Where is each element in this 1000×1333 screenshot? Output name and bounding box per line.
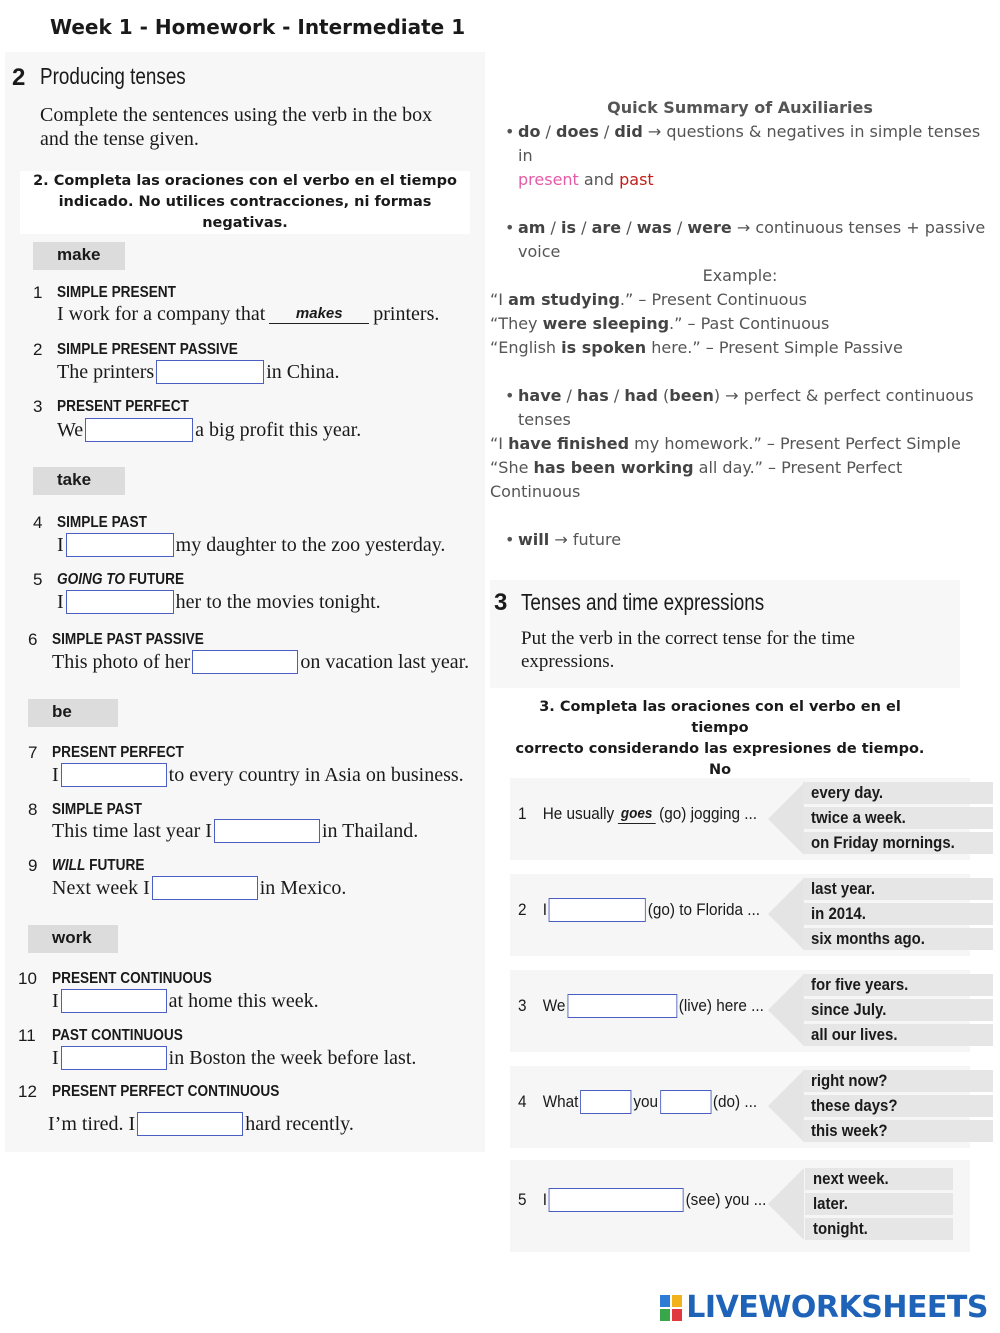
sentence-start: I (57, 533, 64, 556)
time-expressions (803, 878, 993, 953)
exercise-sentence (52, 650, 469, 674)
sentence-end: in Mexico. (259, 876, 347, 899)
example-sentence: “She has been working all day.” – Present Perfect Continuous (490, 458, 903, 501)
summary-bullet-do: • do / does / did → questions & negatives in simple tenses in present and past (490, 120, 990, 192)
tense-label: SIMPLE PAST (52, 801, 142, 818)
tense-label: WILL FUTURE (52, 857, 145, 874)
time-expression: in 2014. (803, 903, 993, 925)
answer-input[interactable] (214, 819, 320, 843)
exercise-sentence (52, 763, 464, 787)
answer-input[interactable] (549, 1188, 684, 1212)
sentence-end: a big profit this year. (195, 418, 362, 441)
verb-box-work: work (28, 925, 118, 953)
time-expression: right now? (803, 1070, 993, 1092)
sentence-end: (see) you ... (685, 1190, 767, 1209)
sentence-start: I’m tired. I (48, 1112, 136, 1135)
section-2-instruction-2: and the tense given. (40, 128, 199, 150)
item-number: 3 (518, 996, 527, 1015)
sentence-end: in Thailand. (321, 819, 419, 842)
example-answer: makes (269, 305, 369, 324)
sentence-end: (go) jogging ... (659, 804, 757, 823)
item-number: 11 (18, 1026, 36, 1045)
item-number: 4 (33, 513, 43, 532)
exercise-sentence (57, 590, 381, 614)
time-expressions (803, 974, 993, 1049)
answer-input[interactable] (580, 1090, 631, 1114)
sentence-end: on vacation last year. (300, 650, 470, 673)
tense-label: SIMPLE PRESENT (57, 284, 176, 301)
brand-name: LIVEWORKSHEETS (686, 1290, 988, 1325)
answer-input[interactable] (61, 763, 167, 787)
item-number: 5 (33, 570, 43, 589)
item-number: 9 (28, 856, 38, 875)
answer-input[interactable] (152, 876, 258, 900)
time-expression: later. (805, 1193, 953, 1215)
sentence-end: in Boston the week before last. (168, 1046, 417, 1069)
example-label: Example: (702, 266, 778, 285)
section-3-instruction-2: expressions. (521, 651, 615, 672)
tense-label: PRESENT CONTINUOUS (52, 970, 212, 987)
answer-input[interactable] (660, 1090, 711, 1114)
item-number: 4 (518, 1092, 527, 1111)
liveworksheets-icon (660, 1295, 682, 1321)
item-number: 2 (33, 340, 43, 359)
section-2-title: Producing tenses (40, 63, 186, 89)
exercise-sentence (518, 1188, 766, 1212)
sentence-end: hard recently. (245, 1112, 354, 1135)
exercise-sentence (52, 819, 418, 843)
arrow-pointer (768, 878, 804, 950)
sentence-start: I (52, 989, 59, 1012)
sentence-start: He usually (542, 804, 615, 823)
time-expression: next week. (805, 1168, 953, 1190)
sentence-start: I work for a company that (57, 303, 266, 325)
verb-box-be: be (28, 699, 118, 727)
sentence-start: We (542, 996, 566, 1015)
tense-label: SIMPLE PRESENT PASSIVE (57, 341, 238, 358)
section-2-number: 2 (12, 64, 26, 91)
sentence-start: This time last year I (52, 819, 212, 842)
section-3-number: 3 (494, 589, 508, 616)
time-expression: this week? (803, 1120, 993, 1142)
sentence-start: I (542, 900, 547, 919)
item-number: 7 (28, 743, 38, 762)
section-3-spanish-instruction: 3. Completa las oraciones con el verbo en el tiempo correcto considerando las expresiones de tiempo. No (515, 699, 925, 778)
answer-input[interactable] (61, 989, 167, 1013)
example-sentence: “I have finished my homework.” – Present Perfect Simple (490, 434, 961, 453)
time-expression: these days? (803, 1095, 993, 1117)
section-2-spanish-instruction: 2. Completa las oraciones con el verbo en el tiempo indicado. No utilices contracciones, ni formas negativas. (20, 171, 470, 234)
exercise-sentence (48, 1112, 354, 1136)
section-3-instruction-1: Put the verb in the correct tense for the time (521, 628, 855, 649)
exercise-sentence (518, 804, 757, 824)
arrow-pointer (768, 1168, 804, 1240)
exercise-sentence (57, 418, 361, 442)
time-expression: all our lives. (803, 1024, 993, 1046)
verb-box-take: take (33, 467, 125, 495)
answer-input[interactable] (61, 1046, 167, 1070)
answer-input[interactable] (66, 533, 174, 557)
example-answer: goes (618, 805, 656, 824)
sentence-middle: you (633, 1092, 659, 1111)
time-expression: tonight. (805, 1218, 953, 1240)
sentence-end: (go) to Florida ... (647, 900, 761, 919)
exercise-sentence (518, 994, 764, 1018)
answer-input[interactable] (192, 650, 298, 674)
section-2-instruction-1: Complete the sentences using the verb in the box (40, 104, 433, 126)
example-sentence: “They were sleeping.” – Past Continuous (490, 314, 830, 333)
tense-label: SIMPLE PAST (57, 514, 147, 531)
tense-label: PRESENT PERFECT (52, 744, 184, 761)
time-expression: six months ago. (803, 928, 993, 950)
sentence-start: I (52, 1046, 59, 1069)
time-expression: twice a week. (803, 807, 993, 829)
answer-input[interactable] (137, 1112, 243, 1136)
item-number: 5 (518, 1190, 527, 1209)
example-sentence: “I am studying.” – Present Continuous (490, 290, 807, 309)
answer-input[interactable] (66, 590, 174, 614)
liveworksheets-logo (660, 1290, 988, 1325)
time-expression: for five years. (803, 974, 993, 996)
sentence-start: I (542, 1190, 547, 1209)
tense-label: SIMPLE PAST PASSIVE (52, 631, 204, 648)
exercise-sentence (52, 1046, 416, 1070)
tense-label: GOING TO FUTURE (57, 571, 185, 588)
summary-bullet-will: • will → future (490, 528, 990, 552)
item-number: 1 (518, 804, 527, 823)
sentence-end: printers. (373, 303, 440, 325)
tense-label: PAST CONTINUOUS (52, 1027, 183, 1044)
arrow-pointer (768, 1070, 804, 1142)
time-expressions (805, 1168, 953, 1243)
time-expression: every day. (803, 782, 993, 804)
exercise-sentence (57, 533, 445, 557)
exercise-sentence (57, 303, 439, 326)
item-number: 2 (518, 900, 527, 919)
exercise-sentence (52, 876, 346, 900)
sentence-end: (do) ... (712, 1092, 758, 1111)
time-expressions (803, 1070, 993, 1145)
exercise-sentence (518, 898, 760, 922)
sentence-end: her to the movies tonight. (175, 590, 381, 613)
example-sentence: “English is spoken here.” – Present Simple Passive (490, 338, 903, 357)
sentence-start: I (52, 763, 59, 786)
tense-label: PRESENT PERFECT (57, 398, 189, 415)
sentence-end: to every country in Asia on business. (168, 763, 464, 786)
time-expression: last year. (803, 878, 993, 900)
answer-input[interactable] (156, 360, 264, 384)
sentence-start: This photo of her (52, 650, 191, 673)
tense-label: PRESENT PERFECT CONTINUOUS (52, 1083, 280, 1100)
answer-input[interactable] (567, 994, 677, 1018)
verb-box-make: make (33, 242, 125, 270)
arrow-pointer (768, 974, 804, 1046)
sentence-end: my daughter to the zoo yesterday. (175, 533, 446, 556)
sentence-start: Next week I (52, 876, 150, 899)
answer-input[interactable] (85, 418, 193, 442)
exercise-sentence (518, 1090, 757, 1114)
page-title: Week 1 - Homework - Intermediate 1 (50, 15, 466, 39)
summary-bullet-be: • am / is / are / was / were → continuous tenses + passive voice (490, 216, 990, 264)
summary-bullet-have: • have / has / had (been) → perfect & perfect continuous tenses (490, 384, 990, 432)
summary-title: Quick Summary of Auxiliaries (607, 98, 873, 117)
time-expression: since July. (803, 999, 993, 1021)
sentence-start: What (542, 1092, 579, 1111)
item-number: 10 (18, 969, 37, 988)
sentence-end: in China. (266, 360, 340, 383)
item-number: 12 (18, 1082, 37, 1101)
sentence-end: at home this week. (168, 989, 319, 1012)
time-expression: on Friday mornings. (803, 832, 993, 854)
auxiliaries-summary (490, 96, 990, 552)
section-3-title: Tenses and time expressions (521, 589, 765, 615)
answer-input[interactable] (549, 898, 646, 922)
item-number: 6 (28, 630, 38, 649)
sentence-start: I (57, 590, 64, 613)
sentence-start: The printers (57, 360, 155, 383)
time-expressions (803, 782, 993, 857)
sentence-end: (live) here ... (678, 996, 764, 1015)
item-number: 3 (33, 397, 43, 416)
arrow-pointer (768, 783, 804, 855)
exercise-sentence (52, 989, 319, 1013)
sentence-start: We (57, 418, 84, 441)
item-number: 1 (33, 283, 43, 302)
exercise-sentence (57, 360, 340, 384)
item-number: 8 (28, 800, 38, 819)
